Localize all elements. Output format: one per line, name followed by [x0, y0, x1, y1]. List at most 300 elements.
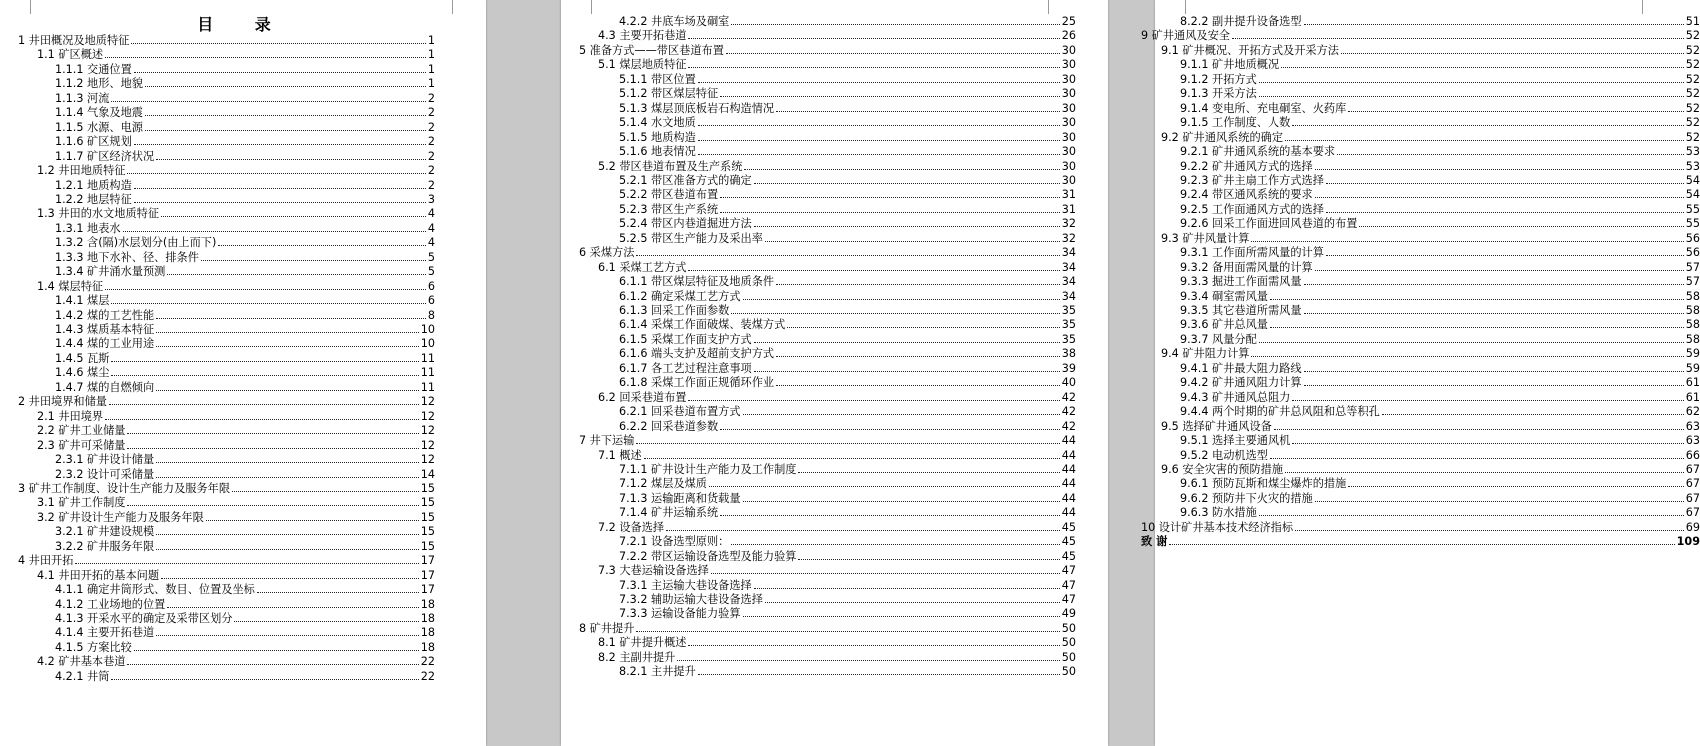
- toc-entry[interactable]: [619, 130, 1076, 145]
- toc-entry[interactable]: [1141, 534, 1700, 549]
- toc-entry[interactable]: [619, 505, 1076, 520]
- dot-leader: [134, 650, 419, 651]
- toc-entry-page-number: 67: [1685, 506, 1700, 520]
- toc-entry[interactable]: [598, 448, 1076, 463]
- dot-leader: [156, 534, 419, 535]
- toc-entry-page-number: 35: [1061, 318, 1076, 332]
- dot-leader: [1315, 270, 1684, 271]
- dot-leader: [688, 38, 1059, 39]
- toc-entry[interactable]: [1161, 462, 1700, 477]
- toc-entry-page-number: 12: [420, 409, 435, 423]
- toc-entry-title: 8 矿井提升: [579, 621, 635, 635]
- toc-entry[interactable]: [619, 173, 1076, 188]
- dot-leader: [111, 375, 418, 376]
- dot-leader: [754, 342, 1060, 343]
- toc-entry[interactable]: [55, 192, 435, 207]
- toc-entry[interactable]: [619, 231, 1076, 246]
- dot-leader: [1304, 371, 1684, 372]
- toc-entry-page-number: 67: [1685, 491, 1700, 505]
- dot-leader: [145, 86, 426, 87]
- toc-entry[interactable]: [55, 467, 435, 482]
- dot-leader: [1251, 356, 1683, 357]
- dot-leader: [1285, 472, 1684, 473]
- toc-entry[interactable]: [37, 568, 435, 583]
- toc-entry[interactable]: [619, 462, 1076, 477]
- toc-entry-page-number: 58: [1685, 318, 1700, 332]
- toc-entry-title: 6.2 回采巷道布置: [598, 390, 687, 404]
- toc-entry-title: 9.1.3 开采方法: [1180, 87, 1257, 101]
- toc-entry[interactable]: [619, 592, 1076, 607]
- toc-entry[interactable]: [55, 322, 435, 337]
- toc-entry[interactable]: [37, 163, 435, 178]
- toc-entry-page-number: 30: [1061, 58, 1076, 72]
- toc-entry-title: 2.3.1 矿井设计储量: [55, 453, 155, 467]
- toc-entry-title: 7.3.2 辅助运输大巷设备选择: [619, 593, 763, 606]
- toc-entry-title: 5.2.2 带区巷道布置: [619, 188, 719, 202]
- toc-entry[interactable]: [37, 423, 435, 438]
- toc-entry[interactable]: [1180, 448, 1700, 463]
- toc-entry-title: 6 采煤方法: [579, 246, 635, 260]
- toc-entry[interactable]: [1180, 72, 1700, 87]
- toc-entry[interactable]: [55, 582, 435, 597]
- toc-entry[interactable]: [1180, 375, 1700, 390]
- toc-entry[interactable]: [1180, 144, 1700, 159]
- toc-entry-title: 9.4.1 矿井最大阻力路线: [1180, 361, 1302, 375]
- toc-title: 目 录: [197, 15, 289, 34]
- toc-entry[interactable]: [55, 524, 435, 539]
- toc-entry[interactable]: [1180, 433, 1700, 448]
- toc-entry-page-number: 52: [1685, 72, 1700, 86]
- toc-entry[interactable]: [55, 351, 435, 366]
- toc-entry[interactable]: [18, 481, 435, 496]
- toc-entry[interactable]: [598, 563, 1076, 578]
- toc-entry-page-number: 45: [1061, 520, 1076, 534]
- dot-leader: [156, 332, 419, 333]
- toc-entry-page-number: 47: [1061, 578, 1076, 592]
- toc-entry[interactable]: [619, 664, 1076, 679]
- toc-entry-page-number: 56: [1685, 231, 1700, 245]
- dot-leader: [698, 140, 1060, 141]
- dot-leader: [145, 115, 426, 116]
- toc-entry-title: 9.2.1 矿井通风系统的基本要求: [1180, 145, 1336, 159]
- toc-entry-page-number: 34: [1061, 246, 1076, 260]
- toc-entry[interactable]: [619, 86, 1076, 101]
- dot-leader: [1348, 111, 1683, 112]
- toc-entry[interactable]: [55, 105, 435, 120]
- toc-entry[interactable]: [55, 308, 435, 323]
- toc-entry[interactable]: [619, 274, 1076, 289]
- toc-entry-title: 9.4.2 矿井通风阻力计算: [1180, 376, 1302, 390]
- toc-entry[interactable]: [619, 101, 1076, 116]
- toc-entry[interactable]: [619, 202, 1076, 217]
- toc-entry-title: 5.1.3 煤层顶底板岩石构造情况: [619, 101, 775, 115]
- toc-entry-page-number: 30: [1061, 101, 1076, 115]
- toc-entry-page-number: 12: [420, 424, 435, 438]
- dot-leader: [234, 621, 418, 622]
- toc-entry[interactable]: [1180, 187, 1700, 202]
- dot-leader: [731, 313, 1059, 314]
- toc-entry-page-number: 8: [427, 308, 435, 322]
- toc-entry[interactable]: [598, 520, 1076, 535]
- document-page-3: [1141, 0, 1700, 746]
- toc-entry-title: 9.3.5 其它巷道所需风量: [1180, 304, 1302, 317]
- toc-entry[interactable]: [598, 260, 1076, 275]
- toc-entry[interactable]: [1161, 346, 1700, 361]
- toc-entry[interactable]: [619, 534, 1076, 549]
- toc-entry[interactable]: [55, 625, 435, 640]
- toc-entry[interactable]: [37, 654, 435, 669]
- dot-leader: [743, 501, 1060, 502]
- toc-entry[interactable]: [619, 476, 1076, 491]
- toc-entry-page-number: 15: [420, 496, 435, 510]
- toc-entry-page-number: 61: [1685, 376, 1700, 390]
- toc-entry[interactable]: [1180, 404, 1700, 419]
- dot-leader: [1292, 443, 1683, 444]
- toc-entry-title: 4 井田开拓: [18, 554, 74, 568]
- dot-leader: [1251, 241, 1683, 242]
- toc-entry[interactable]: [55, 178, 435, 193]
- toc-entry-title: 9.6.1 预防瓦斯和煤尘爆炸的措施: [1180, 477, 1347, 491]
- dot-leader: [1326, 212, 1684, 213]
- dot-leader: [218, 245, 426, 246]
- toc-entry-page-number: 52: [1685, 58, 1700, 72]
- toc-entry-title: 6.1.5 采煤工作面支护方式: [619, 332, 752, 346]
- toc-entry[interactable]: [1141, 520, 1700, 535]
- toc-entry[interactable]: [1180, 317, 1700, 332]
- toc-entry[interactable]: [55, 120, 435, 135]
- toc-entry-title: 1.2.1 地质构造: [55, 178, 132, 192]
- toc-entry-page-number: 54: [1685, 173, 1700, 187]
- toc-entry[interactable]: [55, 235, 435, 250]
- toc-entry-page-number: 30: [1061, 145, 1076, 159]
- toc-entry-page-number: 2: [427, 106, 435, 120]
- toc-entry[interactable]: [55, 149, 435, 164]
- toc-entry-title: 9.4 矿井阻力计算: [1161, 347, 1250, 361]
- toc-entry[interactable]: [1180, 505, 1700, 520]
- toc-entry-title: 7.1.4 矿井运输系统: [619, 506, 719, 520]
- toc-entry-title: 6.2.2 回采巷道参数: [619, 419, 719, 433]
- toc-entry[interactable]: [619, 361, 1076, 376]
- toc-entry[interactable]: [1180, 332, 1700, 347]
- toc-entry-title: 3.2.2 矿井服务年限: [55, 539, 155, 553]
- toc-entry-title: 7.1.2 煤层及煤质: [619, 477, 707, 491]
- dot-leader: [688, 67, 1059, 68]
- toc-entry[interactable]: [55, 539, 435, 554]
- toc-entry-page-number: 2: [427, 178, 435, 192]
- toc-entry-page-number: 44: [1061, 448, 1076, 462]
- toc-entry[interactable]: [1180, 303, 1700, 318]
- toc-entry-title: 4.2.1 井筒: [55, 669, 110, 683]
- toc-entry-title: 1.1.3 河流: [55, 91, 110, 105]
- dot-leader: [1304, 24, 1684, 25]
- toc-entry-page-number: 22: [420, 669, 435, 683]
- toc-entry[interactable]: [619, 419, 1076, 434]
- dot-leader: [156, 390, 419, 391]
- toc-entry-page-number: 61: [1685, 390, 1700, 404]
- toc-entry[interactable]: [619, 491, 1076, 506]
- toc-entry[interactable]: [1180, 260, 1700, 275]
- toc-entry[interactable]: [55, 134, 435, 149]
- toc-entry[interactable]: [55, 365, 435, 380]
- toc-entry[interactable]: [18, 394, 435, 409]
- toc-entry-title: 9.2.4 带区通风系统的要求: [1180, 188, 1313, 202]
- toc-entry-page-number: 18: [420, 626, 435, 640]
- dot-leader: [105, 57, 426, 58]
- toc-entry[interactable]: [1180, 57, 1700, 72]
- toc-entry[interactable]: [55, 611, 435, 626]
- toc-entry-page-number: 49: [1061, 607, 1076, 621]
- toc-entry-page-number: 44: [1061, 462, 1076, 476]
- toc-entry[interactable]: [579, 433, 1076, 448]
- dot-leader: [1169, 544, 1674, 545]
- toc-entry-title: 4.2.2 井底车场及硐室: [619, 15, 730, 28]
- toc-entry-page-number: 4: [427, 221, 435, 235]
- toc-entry-page-number: 30: [1061, 87, 1076, 101]
- document-page-1: [0, 0, 486, 746]
- toc-entry[interactable]: [1180, 245, 1700, 260]
- toc-entry-title: 5.2.1 带区准备方式的确定: [619, 173, 752, 187]
- toc-entry[interactable]: [1180, 14, 1700, 29]
- toc-entry-page-number: 50: [1061, 621, 1076, 635]
- toc-entry[interactable]: [619, 346, 1076, 361]
- toc-entry-page-number: 52: [1685, 101, 1700, 115]
- dot-leader: [1326, 183, 1684, 184]
- dot-leader: [688, 400, 1059, 401]
- toc-entry[interactable]: [55, 62, 435, 77]
- toc-entry-title: 1 井田概况及地质特征: [18, 34, 130, 47]
- toc-entry[interactable]: [1180, 115, 1700, 130]
- toc-entry[interactable]: [1180, 476, 1700, 491]
- toc-entry[interactable]: [619, 549, 1076, 564]
- toc-entry[interactable]: [579, 245, 1076, 260]
- toc-entry-page-number: 30: [1061, 130, 1076, 144]
- dot-leader: [1304, 313, 1684, 314]
- toc-entry-title: 2 井田境界和储量: [18, 395, 107, 409]
- toc-entry[interactable]: [598, 57, 1076, 72]
- toc-entry[interactable]: [55, 264, 435, 279]
- dot-leader: [201, 260, 426, 261]
- toc-entry-page-number: 54: [1685, 188, 1700, 202]
- toc-entry[interactable]: [18, 553, 435, 568]
- toc-entry[interactable]: [55, 221, 435, 236]
- dot-leader: [109, 404, 419, 405]
- toc-entry-title: 1.1.1 交通位置: [55, 62, 132, 76]
- toc-entry[interactable]: [55, 76, 435, 91]
- toc-entry[interactable]: [55, 640, 435, 655]
- toc-entry-title: 5.2 带区巷道布置及生产系统: [598, 159, 743, 173]
- toc-entry[interactable]: [55, 336, 435, 351]
- dot-leader: [134, 188, 426, 189]
- toc-entry[interactable]: [579, 43, 1076, 58]
- toc-entry[interactable]: [598, 650, 1076, 665]
- toc-entry[interactable]: [55, 293, 435, 308]
- toc-entry[interactable]: [18, 33, 435, 48]
- toc-entry-title: 4.1.3 开采水平的确定及采带区划分: [55, 612, 233, 625]
- dot-leader: [666, 530, 1060, 531]
- toc-entry[interactable]: [1180, 202, 1700, 217]
- toc-entry[interactable]: [55, 669, 435, 684]
- toc-entry[interactable]: [1161, 43, 1700, 58]
- toc-entry-page-number: 44: [1061, 506, 1076, 520]
- toc-entry[interactable]: [1161, 419, 1700, 434]
- toc-entry-title: 4.2 矿井基本巷道: [37, 655, 126, 669]
- toc-entry-page-number: 42: [1061, 390, 1076, 404]
- toc-entry-page-number: 15: [420, 525, 435, 539]
- dot-leader: [754, 226, 1060, 227]
- toc-entry-title: 9.1.4 变电所、充电硐室、火药库: [1180, 101, 1347, 115]
- toc-entry[interactable]: [1180, 173, 1700, 188]
- toc-entry[interactable]: [1141, 28, 1700, 43]
- toc-entry-page-number: 6: [427, 294, 435, 308]
- toc-entry-page-number: 51: [1685, 15, 1700, 28]
- toc-entry-title: 9.6.2 预防井下火灾的措施: [1180, 491, 1313, 505]
- toc-entry[interactable]: [1161, 130, 1700, 145]
- toc-entry[interactable]: [1180, 289, 1700, 304]
- toc-entry[interactable]: [619, 72, 1076, 87]
- dot-leader: [1341, 53, 1684, 54]
- toc-entry[interactable]: [619, 578, 1076, 593]
- toc-entry-page-number: 25: [1061, 15, 1076, 28]
- toc-entry[interactable]: [55, 91, 435, 106]
- toc-entry-page-number: 38: [1061, 347, 1076, 361]
- toc-entry-title: 2.3 矿井可采储量: [37, 438, 126, 452]
- toc-entry[interactable]: [579, 621, 1076, 636]
- dot-leader: [156, 318, 426, 319]
- toc-entry-page-number: 1: [427, 62, 435, 76]
- dot-leader: [1315, 501, 1684, 502]
- toc-entry-title: 2.2 矿井工业储量: [37, 424, 126, 438]
- toc-entry[interactable]: [1180, 390, 1700, 405]
- toc-entry-title: 7.1.3 运输距离和货载量: [619, 491, 741, 505]
- toc-entry-title: 9.2.2 矿井通风方式的选择: [1180, 159, 1313, 173]
- toc-entry[interactable]: [619, 332, 1076, 347]
- dot-leader: [1259, 96, 1684, 97]
- toc-entry-title: 3.1 矿井工作制度: [37, 496, 126, 510]
- toc-entry-page-number: 22: [420, 655, 435, 669]
- toc-entry-page-number: 50: [1061, 636, 1076, 650]
- toc-entry-title: 6.2.1 回采巷道布置方式: [619, 405, 741, 419]
- toc-entry[interactable]: [1161, 231, 1700, 246]
- dot-leader: [1259, 82, 1684, 83]
- toc-entry[interactable]: [55, 380, 435, 395]
- toc-entry[interactable]: [55, 452, 435, 467]
- toc-entry-page-number: 63: [1685, 434, 1700, 448]
- dot-leader: [731, 24, 1059, 25]
- toc-entry[interactable]: [619, 144, 1076, 159]
- dot-leader: [698, 674, 1060, 675]
- toc-entry-page-number: 45: [1061, 535, 1076, 549]
- toc-entry[interactable]: [598, 28, 1076, 43]
- toc-entry[interactable]: [37, 510, 435, 525]
- toc-entry-page-number: 57: [1685, 275, 1700, 289]
- toc-entry[interactable]: [619, 115, 1076, 130]
- dot-leader: [754, 183, 1060, 184]
- dot-leader: [776, 385, 1060, 386]
- toc-entry-title: 9.1.5 工作制度、人数: [1180, 116, 1291, 130]
- toc-entry-page-number: 62: [1685, 405, 1700, 419]
- toc-entry[interactable]: [619, 14, 1076, 29]
- toc-entry[interactable]: [598, 635, 1076, 650]
- toc-entry[interactable]: [1180, 216, 1700, 231]
- toc-entry[interactable]: [619, 187, 1076, 202]
- dot-leader: [644, 458, 1060, 459]
- toc-entry-title: 7.3.1 主运输大巷设备选择: [619, 578, 752, 592]
- toc-entry[interactable]: [619, 289, 1076, 304]
- toc-entry-title: 1.1.4 气象及地震: [55, 106, 143, 120]
- toc-entry[interactable]: [598, 159, 1076, 174]
- toc-entry-title: 4.1.1 确定井筒形式、数目、位置及坐标: [55, 583, 255, 597]
- toc-entry-page-number: 47: [1061, 593, 1076, 606]
- toc-entry[interactable]: [1180, 361, 1700, 376]
- toc-entry-title: 4.1 井田开拓的基本问题: [37, 568, 160, 582]
- toc-entry-title: 6.1.8 采煤工作面正规循环作业: [619, 376, 775, 390]
- toc-entry[interactable]: [619, 404, 1076, 419]
- toc-entry-page-number: 109: [1676, 535, 1700, 549]
- toc-entry-title: 2.3.2 设计可采储量: [55, 467, 155, 481]
- toc-entry[interactable]: [37, 47, 435, 62]
- toc-entry-page-number: 4: [427, 207, 435, 221]
- toc-entry[interactable]: [1180, 101, 1700, 116]
- toc-entry-title: 7 井下运输: [579, 434, 635, 448]
- toc-entry[interactable]: [37, 279, 435, 294]
- toc-entry-page-number: 18: [420, 640, 435, 654]
- toc-entry-page-number: 2: [427, 149, 435, 163]
- toc-entry-title: 1.2.2 地层特征: [55, 192, 132, 206]
- toc-entry[interactable]: [55, 250, 435, 265]
- toc-entry-page-number: 30: [1061, 173, 1076, 187]
- dot-leader: [1295, 530, 1684, 531]
- dot-leader: [1337, 154, 1684, 155]
- dot-leader: [798, 559, 1059, 560]
- toc-entry[interactable]: [619, 216, 1076, 231]
- toc-entry[interactable]: [1180, 86, 1700, 101]
- toc-entry[interactable]: [619, 375, 1076, 390]
- toc-entry-title: 4.3 主要开拓巷道: [598, 29, 687, 43]
- toc-entry[interactable]: [619, 303, 1076, 318]
- toc-entry-title: 8.1 矿井提升概述: [598, 636, 687, 650]
- toc-entry[interactable]: [598, 390, 1076, 405]
- toc-entry[interactable]: [1180, 491, 1700, 506]
- toc-entry-page-number: 63: [1685, 419, 1700, 433]
- toc-entry[interactable]: [619, 317, 1076, 332]
- toc-entry-title: 7.2.2 带区运输设备选型及能力验算: [619, 549, 797, 563]
- toc-entry-title: 9.5 选择矿井通风设备: [1161, 419, 1272, 433]
- dot-leader: [1281, 67, 1684, 68]
- toc-entry[interactable]: [37, 409, 435, 424]
- toc-entry-page-number: 52: [1685, 130, 1700, 144]
- toc-entry[interactable]: [1180, 274, 1700, 289]
- toc-entry[interactable]: [37, 495, 435, 510]
- dot-leader: [161, 578, 419, 579]
- toc-entry-page-number: 31: [1061, 202, 1076, 216]
- toc-entry-page-number: 44: [1061, 434, 1076, 448]
- toc-entry-page-number: 35: [1061, 304, 1076, 317]
- toc-entry[interactable]: [37, 438, 435, 453]
- dot-leader: [1274, 429, 1684, 430]
- crop-mark: [1642, 0, 1643, 14]
- toc-entry-title: 3 矿井工作制度、设计生产能力及服务年限: [18, 481, 231, 495]
- toc-entry[interactable]: [37, 206, 435, 221]
- toc-entry[interactable]: [619, 606, 1076, 621]
- toc-entry[interactable]: [1180, 159, 1700, 174]
- toc-entry[interactable]: [55, 597, 435, 612]
- toc-entry-title: 致 谢: [1141, 535, 1168, 549]
- dot-leader: [1348, 486, 1683, 487]
- toc-entry-page-number: 30: [1061, 43, 1076, 57]
- toc-entry-title: 1.4.4 煤的工业用途: [55, 337, 155, 351]
- toc-entry-page-number: 18: [420, 612, 435, 625]
- dot-leader: [1315, 169, 1684, 170]
